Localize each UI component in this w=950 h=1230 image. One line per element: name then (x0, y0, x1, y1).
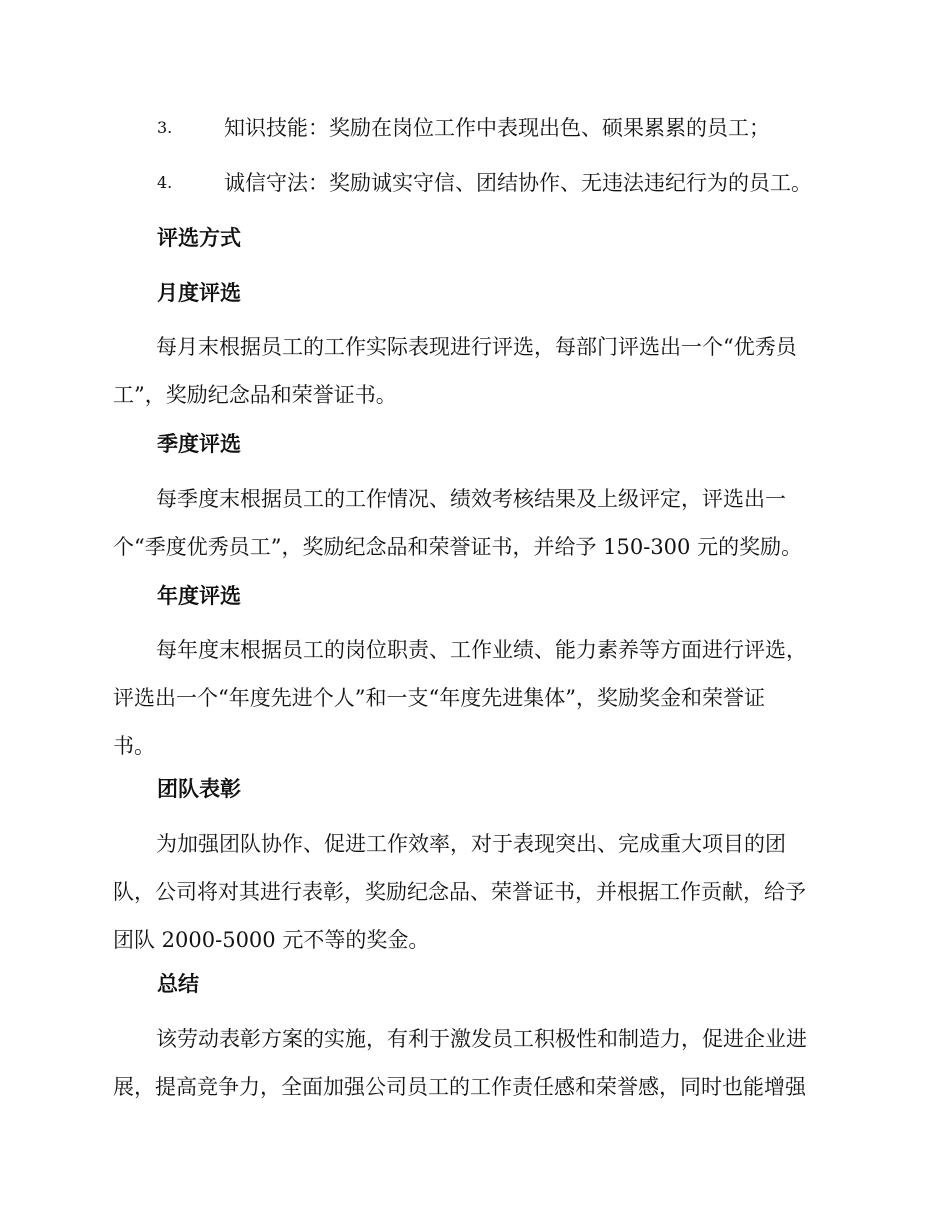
paragraph-line: 每月末根据员工的工作实际表现进行评选，每部门评选出一个“优秀员 (156, 335, 797, 359)
paragraph-quarterly (113, 475, 838, 571)
paragraph-line: 该劳动表彰方案的实施，有利于激发员工积极性和制造力，促进企业进 (156, 1027, 807, 1051)
list-item (0, 163, 950, 203)
paragraph-summary (113, 1015, 838, 1111)
paragraph-monthly (113, 323, 838, 419)
list-number: 3. (157, 118, 173, 137)
paragraph-line: 展，提高竞争力，全面加强公司员工的工作责任感和荣誉感，同时也能增强 (113, 1075, 806, 1099)
list-text: 知识技能：奖励在岗位工作中表现出色、硕果累累的员工； (224, 116, 770, 140)
paragraph-line: 队，公司将对其进行表彰，奖励纪念品、荣誉证书，并根据工作贡献，给予 (113, 880, 806, 904)
paragraph-line: 为加强团队协作、促进工作效率，对于表现突出、完成重大项目的团 (156, 832, 786, 856)
section-heading-selection-method: 评选方式 (157, 225, 241, 250)
subheading-monthly: 月度评选 (157, 280, 241, 305)
subheading-quarterly: 季度评选 (157, 431, 241, 456)
paragraph-team (113, 820, 838, 964)
subheading-annual: 年度评选 (157, 583, 241, 608)
list-item (0, 108, 950, 148)
list-number: 4. (157, 173, 173, 192)
paragraph-line: 每季度末根据员工的工作情况、绩效考核结果及上级评定，评选出一 (156, 487, 786, 511)
paragraph-line: 工”，奖励纪念品和荣誉证书。 (113, 383, 397, 407)
paragraph-line: 个“季度优秀员工”，奖励纪念品和荣誉证书，并给予 150-300 元的奖励。 (113, 535, 803, 559)
subheading-summary: 总结 (157, 971, 199, 996)
paragraph-line: 团队 2000-5000 元不等的奖金。 (113, 928, 430, 952)
paragraph-line: 书。 (113, 734, 155, 758)
list-text: 诚信守法：奖励诚实守信、团结协作、无违法违纪行为的员工。 (224, 171, 812, 195)
paragraph-annual (113, 626, 838, 770)
subheading-team: 团队表彰 (157, 776, 241, 801)
paragraph-line: 评选出一个“年度先进个人”和一支“年度先进集体”，奖励奖金和荣誉证 (113, 686, 765, 710)
paragraph-line: 每年度末根据员工的岗位职责、工作业绩、能力素养等方面进行评选， (156, 638, 807, 662)
